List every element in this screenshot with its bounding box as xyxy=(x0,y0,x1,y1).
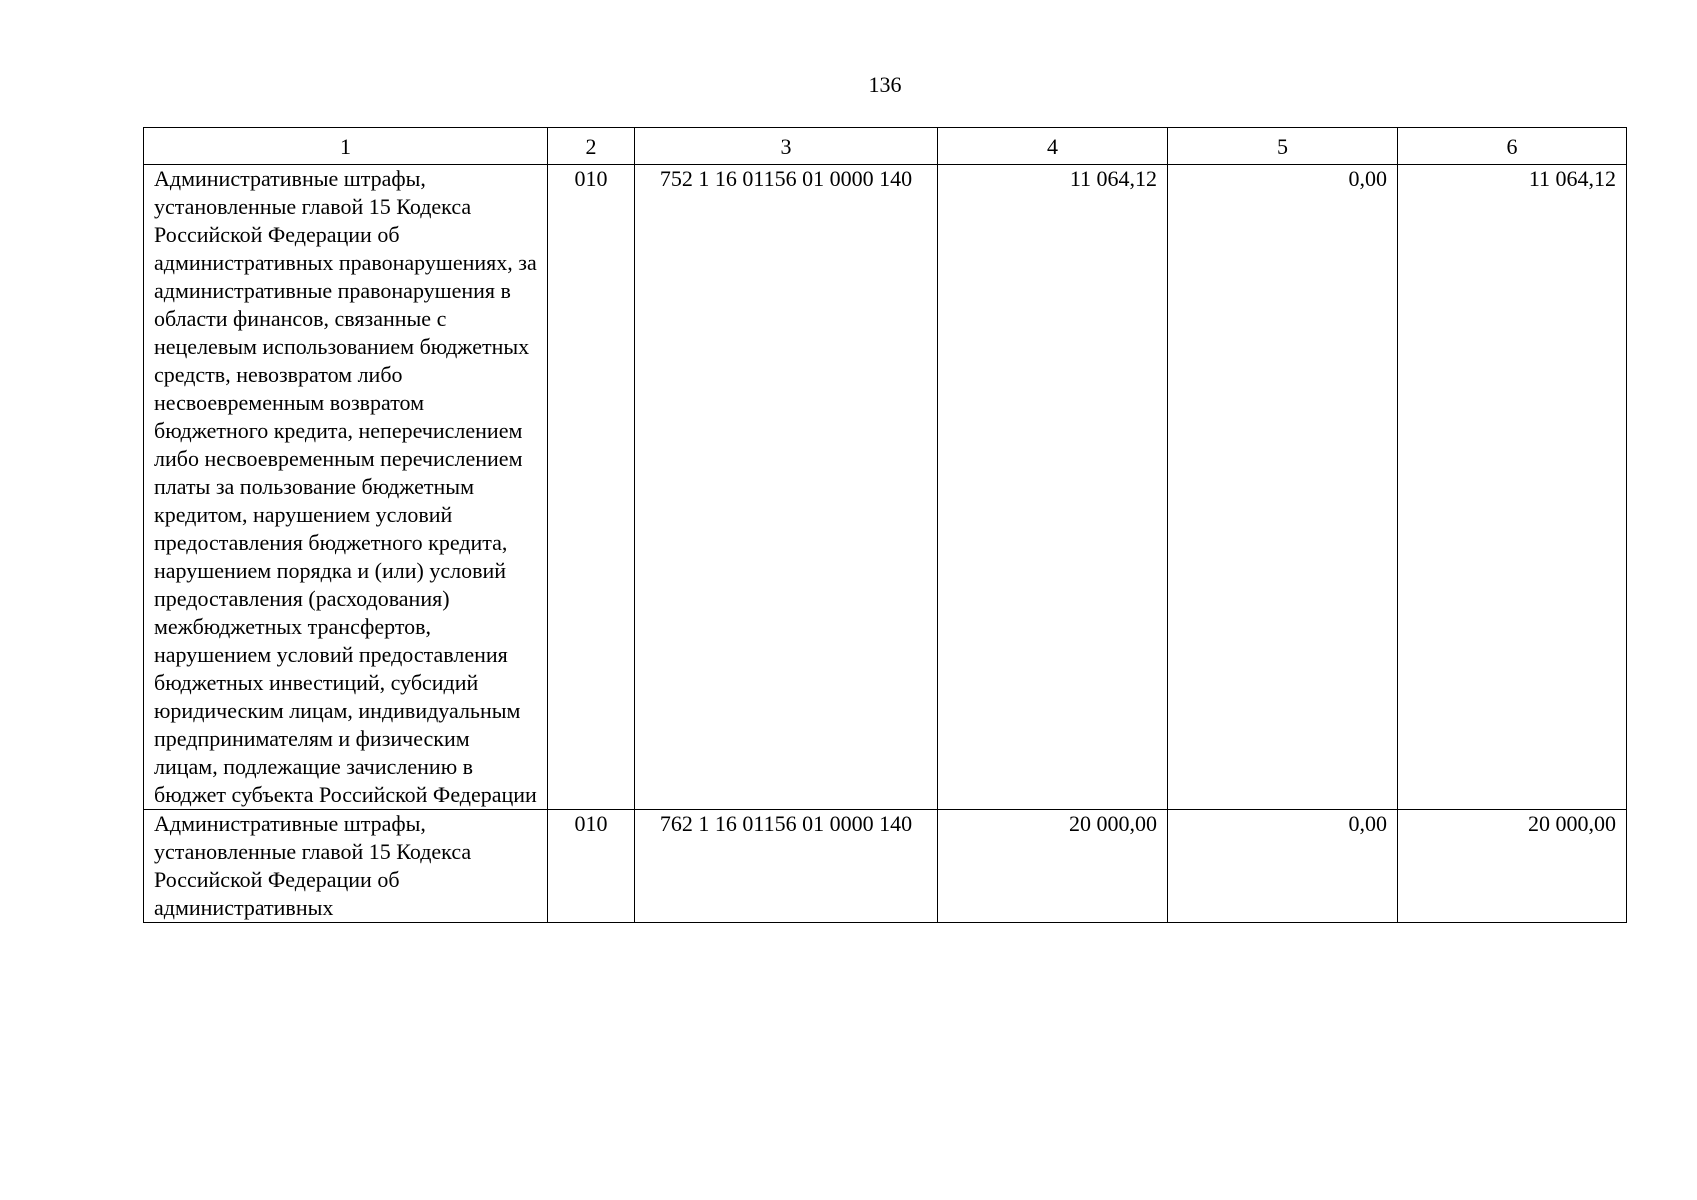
table-row xyxy=(144,810,1627,923)
row-col6-cell: 11 064,12 xyxy=(1398,165,1627,810)
header-col-2: 2 xyxy=(548,128,635,165)
row-name-cell: Административные штрафы, установленные главой 15 Кодекса Российской Федерации об административных xyxy=(144,810,548,923)
header-col-3: 3 xyxy=(635,128,938,165)
table-body xyxy=(144,165,1627,923)
row-col5-cell: 0,00 xyxy=(1168,165,1398,810)
row-line-code-cell: 010 xyxy=(548,165,635,810)
row-income-code-cell: 752 1 16 01156 01 0000 140 xyxy=(635,165,938,810)
row-income-code-cell: 762 1 16 01156 01 0000 140 xyxy=(635,810,938,923)
row-line-code-cell: 010 xyxy=(548,810,635,923)
row-col4-cell: 11 064,12 xyxy=(938,165,1168,810)
row-col4-cell: 20 000,00 xyxy=(938,810,1168,923)
report-table xyxy=(143,127,1627,923)
table-row xyxy=(144,165,1627,810)
header-col-6: 6 xyxy=(1398,128,1627,165)
row-name-cell: Административные штрафы, установленные главой 15 Кодекса Российской Федерации об административных правонарушениях, за административные правонарушения в области финансов, связанные с нецелевым использованием бюджетных средств, невозвратом либо несвоевременным возвратом бюджетного кредита, неперечислением либо несвоевременным перечислением платы за пользование бюджетным кредитом, нарушением условий предоставления бюджетного кредита, нарушением порядка и (или) условий предоставления (расходования) межбюджетных трансфертов, нарушением условий предоставления бюджетных инвестиций, субсидий юридическим лицам, индивидуальным предпринимателям и физическим лицам, подлежащие зачислению в бюджет субъекта Российской Федерации xyxy=(144,165,548,810)
header-row xyxy=(144,128,1627,165)
row-col5-cell: 0,00 xyxy=(1168,810,1398,923)
table-header xyxy=(144,128,1627,165)
header-col-4: 4 xyxy=(938,128,1168,165)
header-col-5: 5 xyxy=(1168,128,1398,165)
header-col-1: 1 xyxy=(144,128,548,165)
row-col6-cell: 20 000,00 xyxy=(1398,810,1627,923)
page-number: 136 xyxy=(868,72,902,97)
